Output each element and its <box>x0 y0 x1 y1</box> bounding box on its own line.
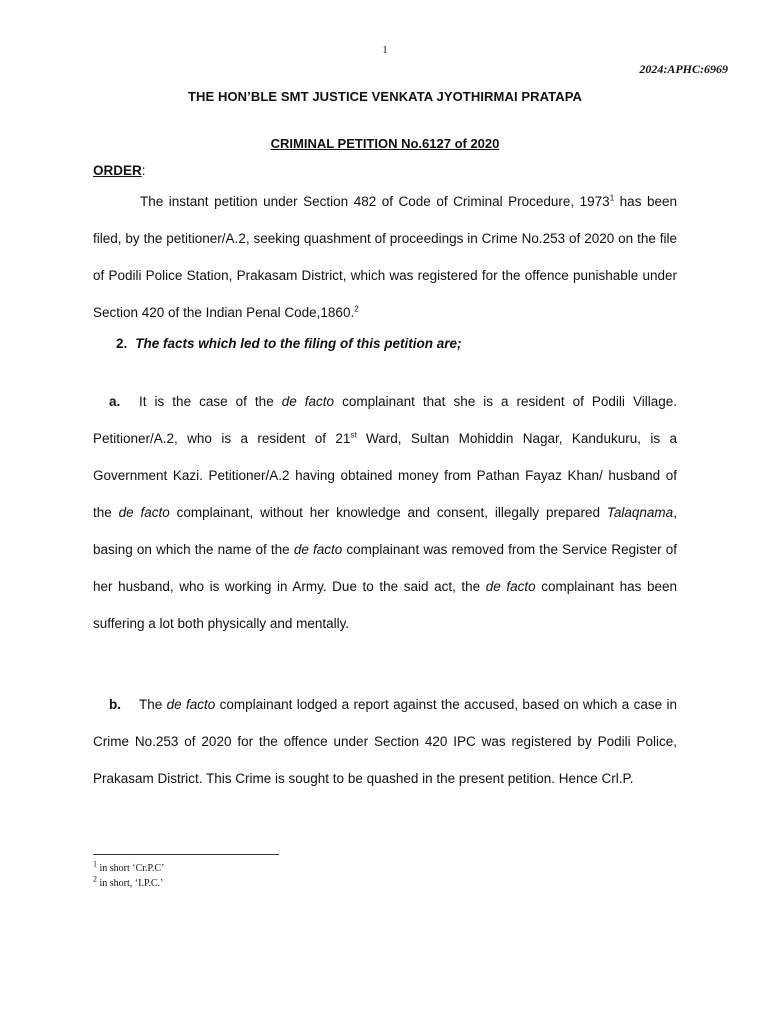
para2-text: The facts which led to the filing of this petition are; <box>135 336 462 351</box>
para1-text-1: The instant petition under Section 482 of Code of Criminal Procedure, 1973 <box>140 194 610 209</box>
footnote-1 <box>93 859 165 874</box>
neutral-citation: 2024:APHC:6969 <box>639 62 728 76</box>
petition-title: CRIMINAL PETITION No.6127 of 2020 <box>270 136 500 151</box>
judge-title: THE HON’BLE SMT JUSTICE VENKATA JYOTHIRMAI PRATAPA <box>187 89 583 104</box>
footnote-ref-2[interactable]: 2 <box>354 304 359 314</box>
para-a-italic-3: Talaqnama <box>606 505 674 520</box>
para-a-text-6: complainant was removed from the Service Register of her husband, who is working in Army. Due to the said act, the <box>93 542 677 594</box>
para-a-text-3: Ward, Sultan Mohiddin Nagar, Kandukuru, is a Government Kazi. Petitioner/A.2 having obtained money from Pathan Fayaz Khan/ husband of the <box>93 431 677 520</box>
para-a-label: a. <box>109 394 121 409</box>
paragraph-1 <box>93 183 677 331</box>
para-a-text-7: complainant has been suffering a lot both physically and mentally. <box>93 579 677 631</box>
order-label: ORDER <box>93 163 142 178</box>
footnote-2-text: in short, ‘I.P.C.’ <box>97 878 164 889</box>
order-colon: : <box>141 163 146 178</box>
para-a-italic-1: de facto <box>281 394 335 409</box>
paragraph-a <box>93 383 677 642</box>
para-a-italic-4: de facto <box>293 542 343 557</box>
para-a-text-4: complainant, without her knowledge and consent, illegally prepared <box>169 505 607 520</box>
para-b-label: b. <box>109 697 121 712</box>
paragraph-2-heading <box>116 336 462 351</box>
para1-text-2: has been filed, by the petitioner/A.2, seeking quashment of proceedings in Crime No.253 of 2020 on the file of Podili Police Station, Prakasam District, which was registered for the offence punishable under Section 420 of the Indian Penal Code,1860. <box>93 194 677 320</box>
footnote-ref-1[interactable]: 1 <box>609 193 615 203</box>
para-a-italic-2: de facto <box>118 505 170 520</box>
para-a-text-2: complainant that she is a resident of Podili Village. Petitioner/A.2, who is a resident of 21 <box>93 394 677 446</box>
para-a-text-5: , basing on which the name of the <box>93 505 677 557</box>
page-number: 1 <box>382 44 388 56</box>
para-a-italic-5: de facto <box>485 579 536 594</box>
para-b-italic-1: de facto <box>166 697 216 712</box>
para-a-text-1: It is the case of the <box>139 394 282 409</box>
footnote-2 <box>93 874 164 889</box>
footnote-2-number: 2 <box>93 874 97 884</box>
footnote-divider <box>93 854 279 855</box>
footnote-1-text: in short ‘Cr.P.C’ <box>97 863 165 874</box>
para-a-superscript: st <box>350 430 357 440</box>
para-b-text-2: complainant lodged a report against the accused, based on which a case in Crime No.253 of 2020 for the offence under Section 420 IPC was registered by Podili Police, Prakasam District. This Crime is sought to be quashed in the present petition. Hence Crl.P. <box>93 697 677 786</box>
order-heading <box>93 163 146 178</box>
footnote-1-number: 1 <box>93 859 97 869</box>
para-b-text-1: The <box>139 697 167 712</box>
paragraph-b <box>93 686 677 797</box>
para2-number: 2. <box>116 336 128 351</box>
